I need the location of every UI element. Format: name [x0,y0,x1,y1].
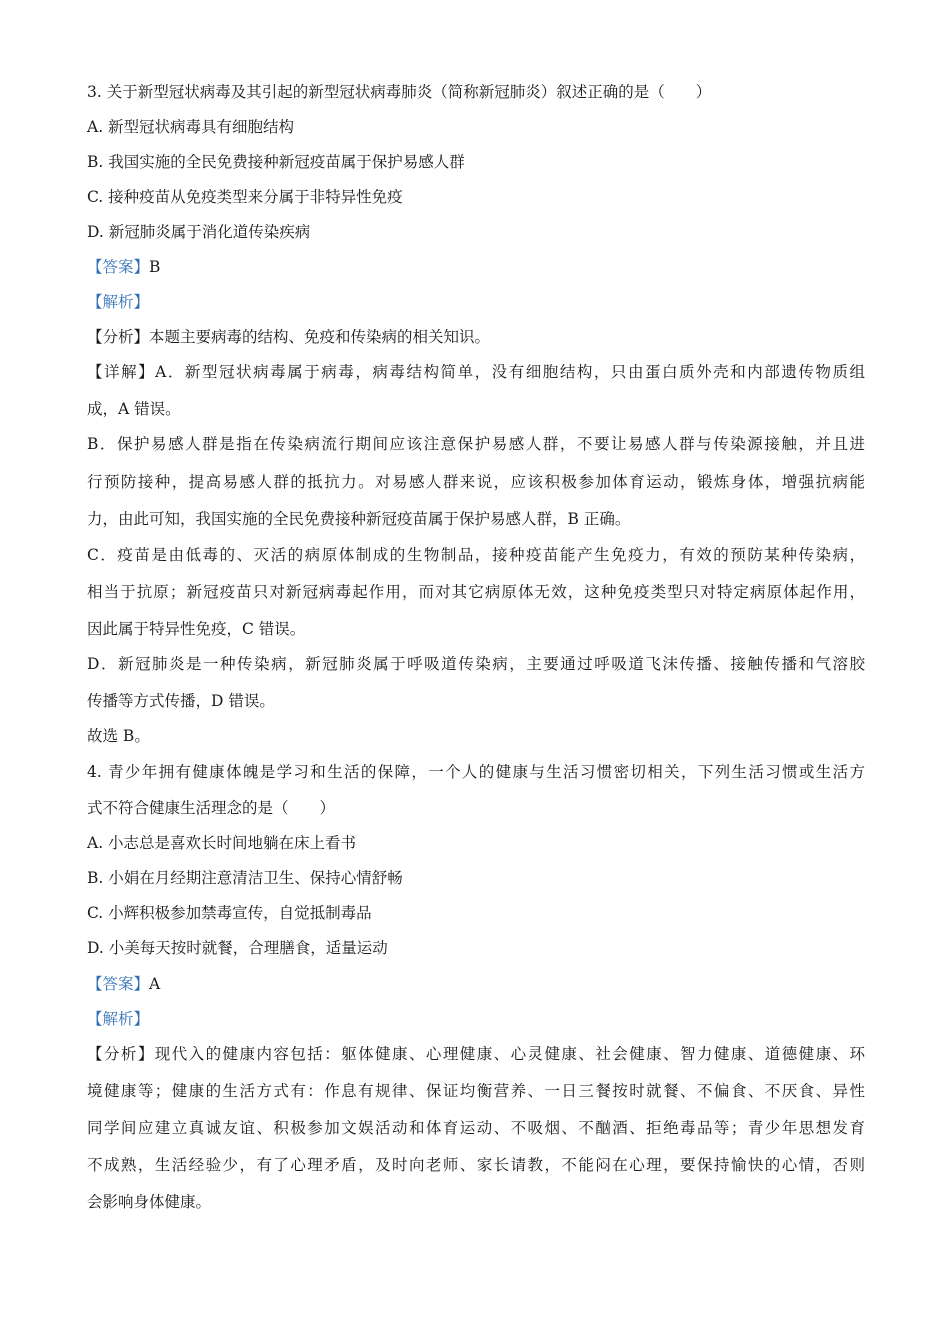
q4-fenxi-line: 会影响身体健康。 [87,1193,212,1211]
q3-analysis-tag: 【解析】 [87,293,150,311]
q3-fenxi: 【分析】本题主要病毒的结构、免疫和传染病的相关知识。 [87,328,491,346]
q3-detail-line: 传播等方式传播，D 错误。 [87,692,275,710]
q4-option-d: D. 小美每天按时就餐，合理膳食，适量运动 [87,939,388,957]
q4-fenxi-line: 同学间应建立真诚友谊、积极参加文娱活动和体育运动、不吸烟、不酗酒、拒绝毒品等；青少年思想发育 [87,1119,865,1137]
answer-tag: 【答案】 [87,258,150,276]
q4-stem-line: 式不符合健康生活理念的是（ ） [87,799,336,817]
q3-detail-line: 力，由此可知，我国实施的全民免费接种新冠疫苗属于保护易感人群，B 正确。 [87,510,631,528]
q4-answer [87,974,160,994]
q4-analysis-tag: 【解析】 [87,1010,150,1028]
answer-value: A [149,975,161,993]
q3-detail-line: 相当于抗原；新冠疫苗只对新冠病毒起作用，而对其它病原体无效，这种免疫类型只对特定病原体起作用， [87,583,865,601]
q4-option-b: B. 小娟在月经期注意清洁卫生、保持心情舒畅 [87,869,403,887]
q3-answer [87,257,160,277]
q3-conclusion: 故选 B。 [87,727,150,745]
q3-detail-line: D．新冠肺炎是一种传染病，新冠肺炎属于呼吸道传染病，主要通过呼吸道飞沫传播、接触传播和气溶胶 [87,655,865,673]
q3-option-c: C. 接种疫苗从免疫类型来分属于非特异性免疫 [87,188,403,206]
q3-detail-line: 成，A 错误。 [87,400,181,418]
q4-option-c: C. 小辉积极参加禁毒宣传，自觉抵制毒品 [87,904,372,922]
q3-stem: 3. 关于新型冠状病毒及其引起的新型冠状病毒肺炎（简称新冠肺炎）叙述正确的是（ ） [87,83,712,101]
answer-value: B [149,258,161,276]
q3-option-d: D. 新冠肺炎属于消化道传染疾病 [87,223,311,241]
q3-option-a: A. 新型冠状病毒具有细胞结构 [87,118,295,136]
q3-detail-line: C．疫苗是由低毒的、灭活的病原体制成的生物制品，接种疫苗能产生免疫力，有效的预防某种传染病， [87,546,865,564]
q4-fenxi-line: 境健康等；健康的生活方式有：作息有规律、保证均衡营养、一日三餐按时就餐、不偏食、不厌食、异性 [87,1082,865,1100]
q4-fenxi-line: 不成熟，生活经验少，有了心理矛盾，及时向老师、家长请教，不能闷在心理，要保持愉快的心情，否则 [87,1156,865,1174]
q4-stem-line: 4. 青少年拥有健康体魄是学习和生活的保障，一个人的健康与生活习惯密切相关，下列生活习惯或生活方 [87,763,865,781]
q3-option-b: B. 我国实施的全民免费接种新冠疫苗属于保护易感人群 [87,153,465,171]
q3-detail-line: 【详解】A．新型冠状病毒属于病毒，病毒结构简单，没有细胞结构，只由蛋白质外壳和内部遗传物质组 [87,363,865,381]
q3-detail-line: 因此属于特异性免疫，C 错误。 [87,620,306,638]
q3-detail-line: 行预防接种，提高易感人群的抵抗力。对易感人群来说，应该积极参加体育运动，锻炼身体，增强抗病能 [87,473,865,491]
q4-fenxi-line: 【分析】现代入的健康内容包括：躯体健康、心理健康、心灵健康、社会健康、智力健康、道德健康、环 [87,1045,865,1063]
q4-option-a: A. 小志总是喜欢长时间地躺在床上看书 [87,834,357,852]
answer-tag: 【答案】 [87,975,150,993]
q3-detail-line: B．保护易感人群是指在传染病流行期间应该注意保护易感人群，不要让易感人群与传染源接触，并且进 [87,435,865,453]
